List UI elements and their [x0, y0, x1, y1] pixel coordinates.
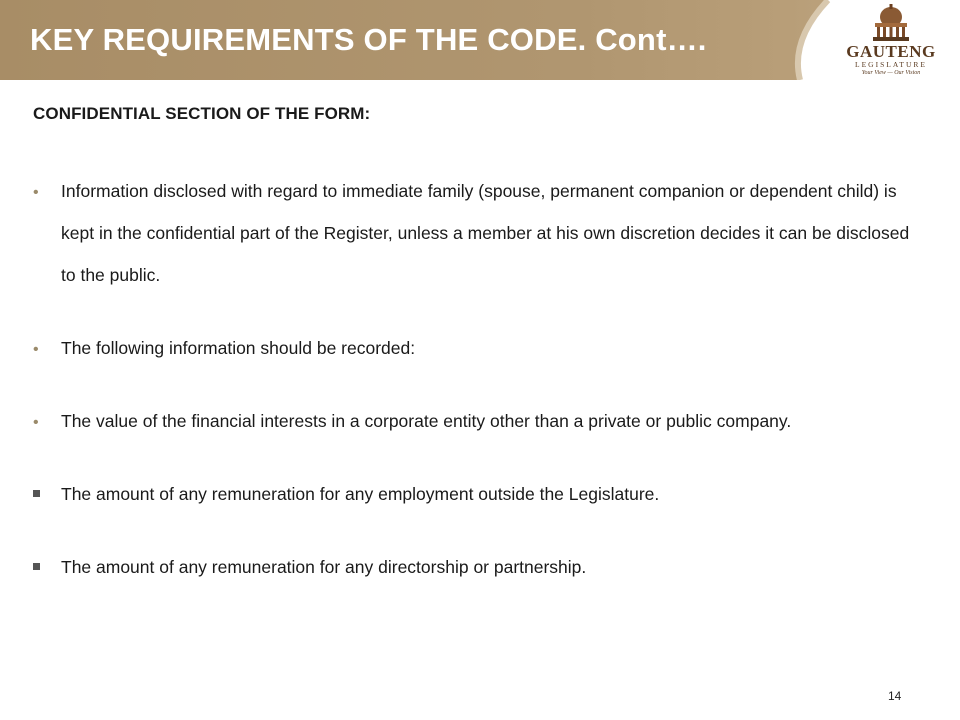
bullet-icon	[33, 327, 53, 371]
logo-subtitle: LEGISLATURE	[855, 60, 927, 69]
gauteng-legislature-logo	[842, 4, 940, 80]
list-item-text: Information disclosed with regard to immediate family (spouse, permanent companion or dependent child) is kept in the confidential part of the Register, unless a member at his own discretion decides it can be disclosed to the public.	[61, 181, 910, 285]
list-item	[33, 400, 913, 442]
section-heading: CONFIDENTIAL SECTION OF THE FORM:	[33, 104, 371, 123]
bullet-icon	[33, 170, 53, 214]
logo-name: GAUTENG	[846, 42, 936, 61]
list-item-text: The amount of any remuneration for any directorship or partnership.	[61, 557, 587, 577]
list-item-text: The following information should be recorded:	[61, 338, 416, 358]
list-item	[33, 170, 913, 296]
list-item	[33, 546, 913, 588]
bullet-icon	[33, 400, 53, 444]
square-bullet-icon	[33, 546, 53, 588]
legislature-building-icon	[869, 4, 913, 42]
list-item-text: The amount of any remuneration for any employment outside the Legislature.	[61, 484, 660, 504]
square-bullet-icon	[33, 473, 53, 515]
slide-content	[33, 104, 913, 619]
list-item-text: The value of the financial interests in a corporate entity other than a private or public company.	[61, 411, 792, 431]
list-item	[33, 327, 913, 369]
list-item	[33, 473, 913, 515]
page-number: 14	[888, 689, 902, 703]
logo-tagline: Your View — Our Vision	[861, 70, 921, 76]
slide-title: KEY REQUIREMENTS OF THE CODE. Cont….	[30, 22, 707, 57]
